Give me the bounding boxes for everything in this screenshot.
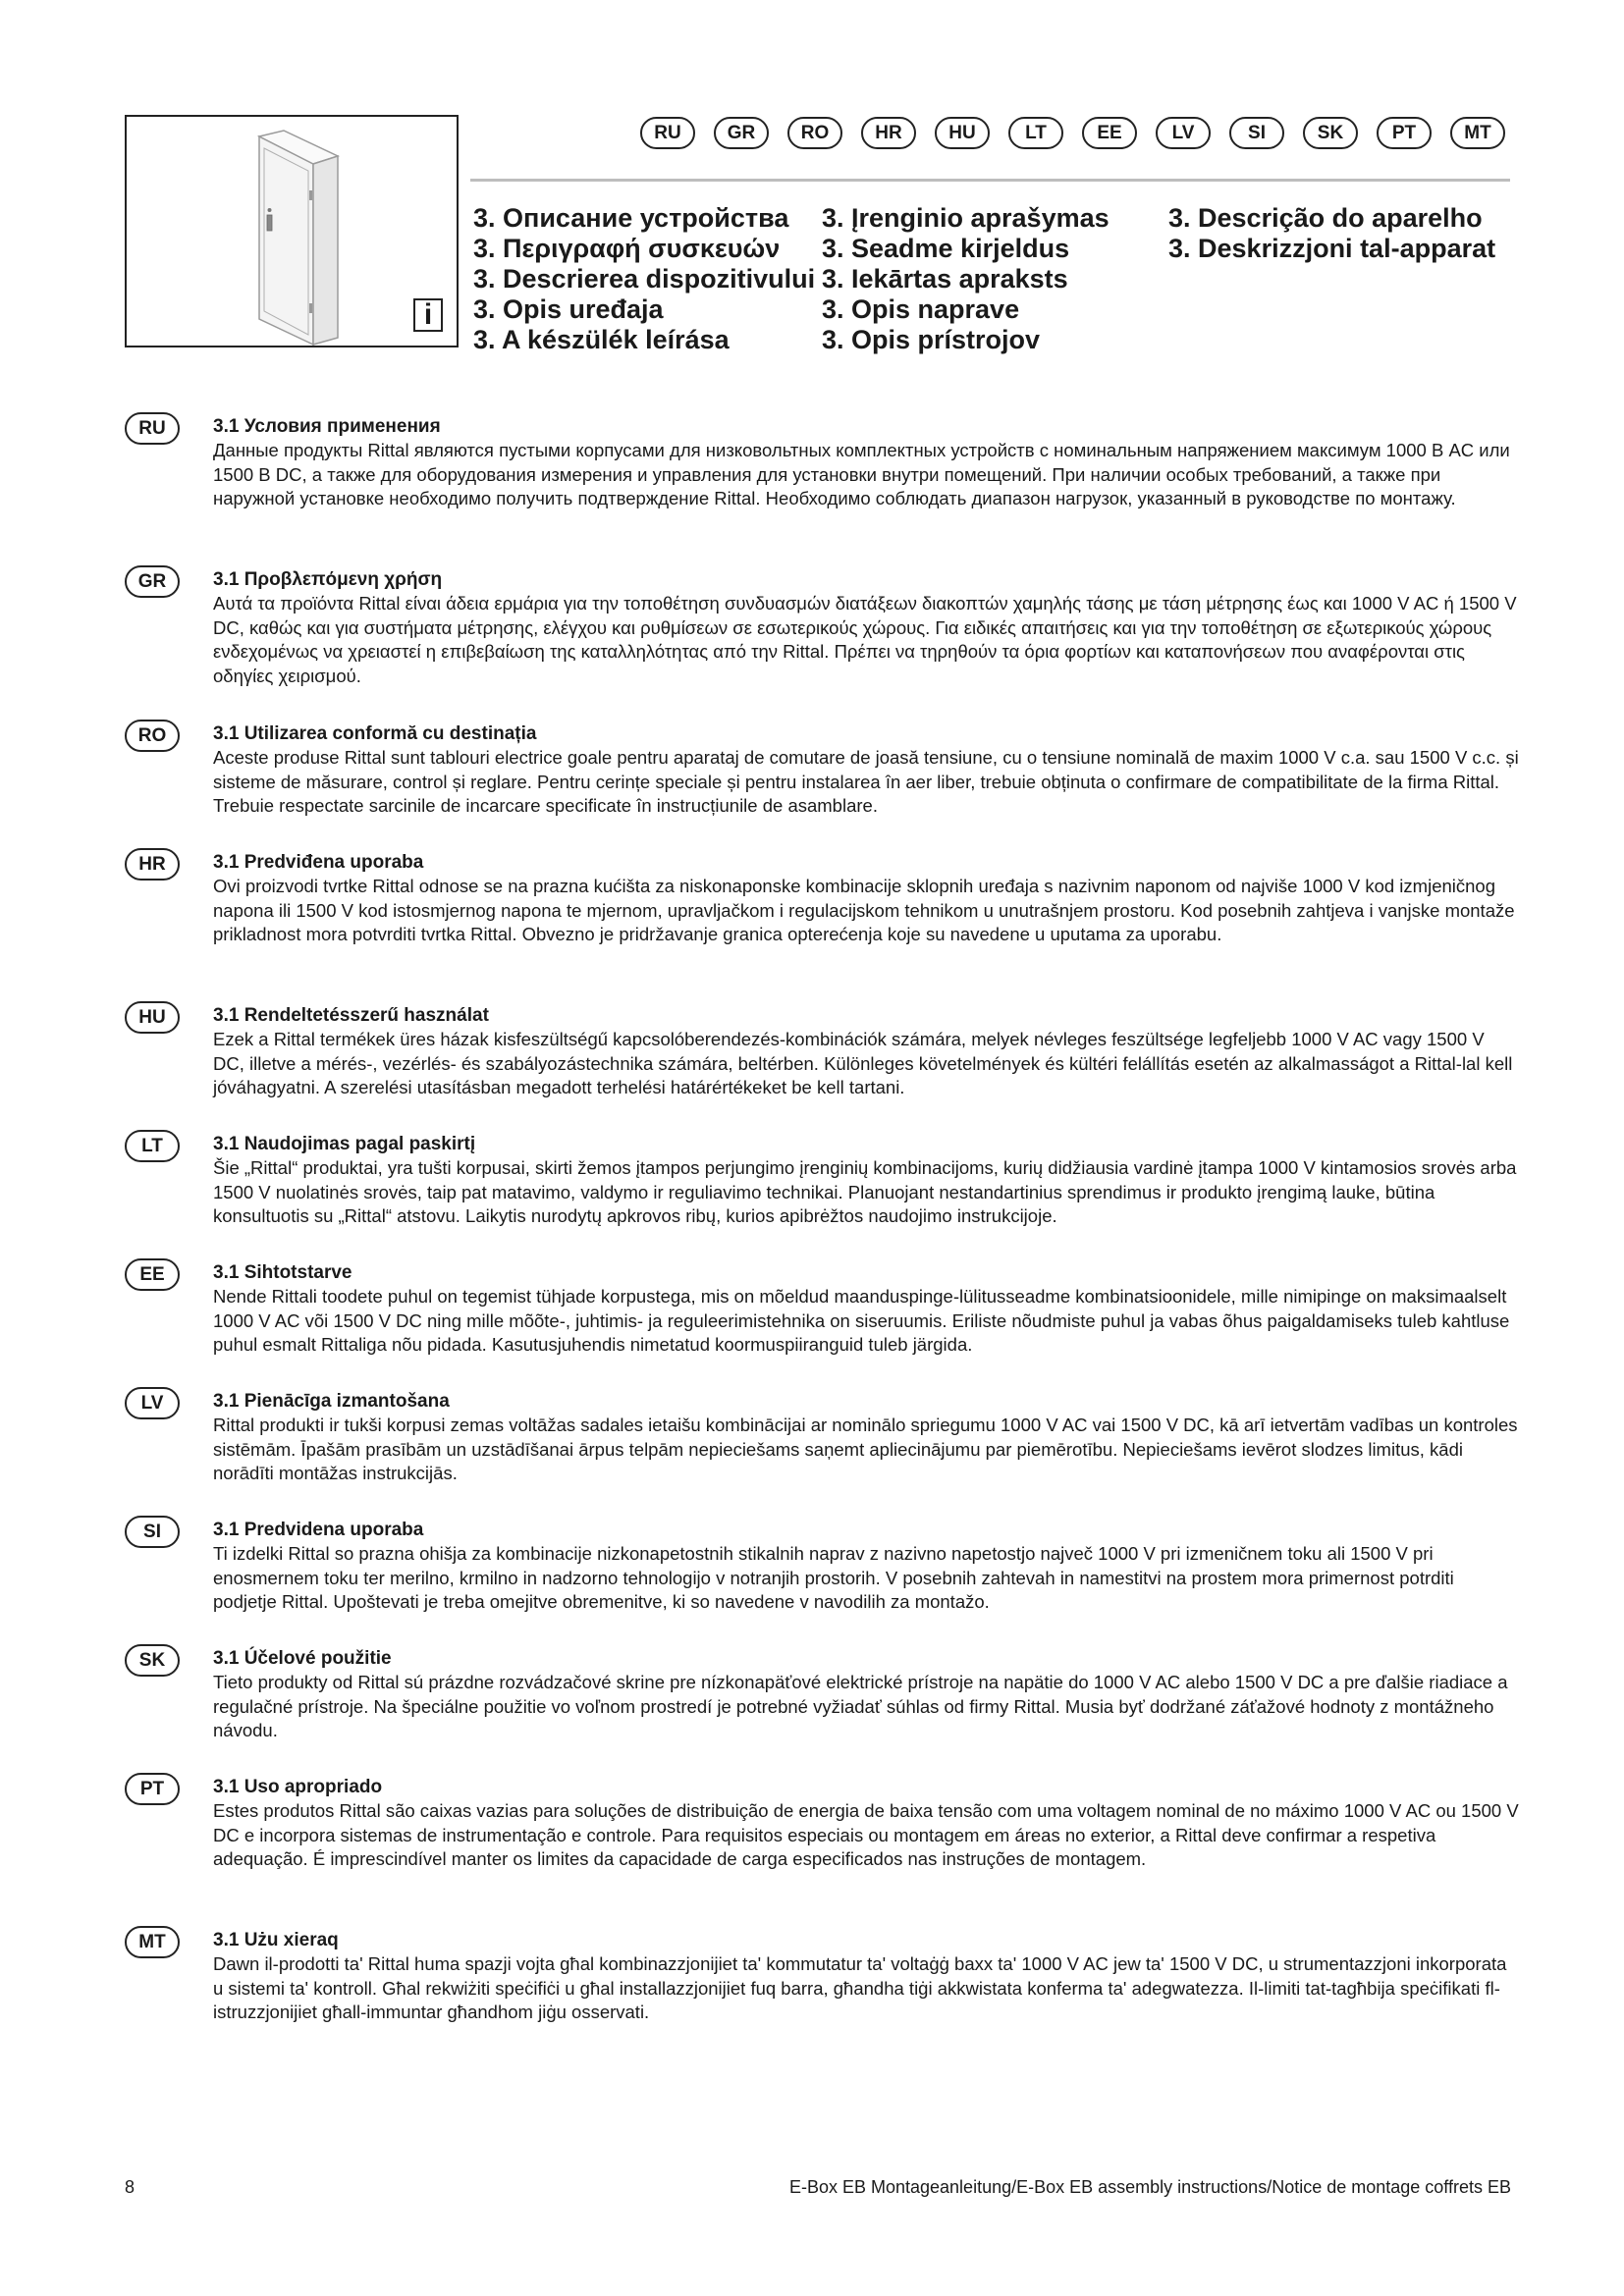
section-title: 3.1 Użu xieraq <box>213 1930 339 1950</box>
section-title: 3.1 Προβλεπόμενη χρήση <box>213 569 443 590</box>
section-body: Ovi proizvodi tvrtke Rittal odnose se na prazna kućišta za niskonaponske kombinacije sklopnih uređaja s nazivnim naponom od najviše 1000 V kod izmjeničnog napona ili 1500 V kod istosmjernog napona te mjernom, upravljačkom i regulacijskom tehnikom u unutrašnjem prostoru. Kod posebnih zahtjeva i vanjske montaže prikladnost mora potvrditi tvrtka Rittal. Obvezno je pridržavanje granica opterećenja koje su navedene u uputama za uporabu. <box>213 876 1515 944</box>
section-title: 3.1 Predvidena uporaba <box>213 1520 424 1540</box>
section-lt <box>213 1133 1519 1229</box>
section-body: Šie „Rittal“ produktai, yra tušti korpusai, skirti žemos įtampos perjungimo įrenginių kombinacijoms, kurių didžiausia vardinė įtampa 1000 V kintamosios srovės arba 1500 V nuolatinės srovės, taip pat matavimo, valdymo ir reguliavimo technikai. Planuojant nestandartinius sprendimus ir produkto įrengimą lauke, būtina konsultuotis su „Rittal“ atstovu. Laikytis nurodytų apkrovos ribų, kurios apibrėžtos naudojimo instrukcijoje. <box>213 1157 1517 1226</box>
product-image <box>125 115 459 347</box>
section-ru <box>213 415 1519 511</box>
section-pt <box>213 1776 1519 1872</box>
title-si: 3. Opis naprave <box>822 294 1020 324</box>
title-ee: 3. Seadme kirjeldus <box>822 234 1070 263</box>
section-badge-pt: PT <box>125 1773 180 1805</box>
badge-hr: HR <box>861 117 916 149</box>
badge-ru: RU <box>640 117 695 149</box>
section-body: Aceste produse Rittal sunt tablouri electrice goale pentru aparataj de comutare de joasă tensiune, cu o tensiune nominală de maxim 1000 V c.a. sau 1500 V c.c. și sisteme de măsurare, control și reglare. Pentru cerințe speciale și pentru instalarea în aer liber, trebuie obținuta o confirmare de compatibilitate de la firma Rittal. Trebuie respectate sarcinile de incarcare specificate în instrucțiunile de asamblare. <box>213 747 1519 816</box>
section-title: 3.1 Pienācīga izmantošana <box>213 1391 450 1412</box>
title-column-2 <box>822 203 1110 355</box>
section-title: 3.1 Sihtotstarve <box>213 1262 352 1283</box>
section-body: Nende Rittali toodete puhul on tegemist tühjade korpustega, mis on mõeldud maanduspinge-lülitusseadme kombinatsioonidele, mille nimipinge on maksimaalselt 1000 V AC või 1500 V DC ning mille mõõte-, juhtimis- ja reguleerimistehnika on siseruumis. Eriliste nõudmiste puhul ja vabas õhus paigaldamiseks tuleb kahtluse puhul esmalt Rittaliga nõu pidada. Kasutusjuhendis nimetatud koormuspiiranguid tuleb järgida. <box>213 1286 1510 1355</box>
title-hu: 3. A készülék leírása <box>473 325 730 354</box>
info-icon: i <box>413 298 443 332</box>
section-badge-mt: MT <box>125 1926 180 1958</box>
section-title: 3.1 Utilizarea conformă cu destinația <box>213 723 537 744</box>
enclosure-illustration <box>127 117 460 349</box>
title-pt: 3. Descrição do aparelho <box>1168 203 1483 233</box>
badge-si: SI <box>1229 117 1284 149</box>
badge-ee: EE <box>1082 117 1137 149</box>
section-body: Ti izdelki Rittal so prazna ohišja za kombinacije nizkonapetostnih stikalnih naprav z nazivno napetostjo največ 1000 V pri izmeničnem toku ali 1500 V pri enosmernem toku ter merilno, krmilno in nadzorno tehnologijo v notranjih prostorih. V posebnih zahtevah in namestitvi na prostem mora primernost potrditi podjetje Rittal. Upoštevati je treba omejitve obremenitve, ki so navedene v navodilih za montažo. <box>213 1543 1454 1612</box>
section-gr <box>213 568 1519 688</box>
section-body: Dawn il-prodotti ta' Rittal huma spazji vojta għal kombinazzjonijiet ta' kommutatur ta' voltaġġ baxx ta' 1000 V AC jew ta' 1500 V DC, u strumentazzjoni inkorporata u sistemi ta' kontroll. Għal rekwiżiti speċifiċi u għal installazzjonijiet fuq barra, għandha tiġi akkwistata konferma ta' adegwatezza. Il-limiti tat-tagħbija speċifikati fl-istruzzjonijiet għall-immuntar għandhom jiġu osservati. <box>213 1953 1507 2022</box>
badge-ro: RO <box>787 117 842 149</box>
title-ro: 3. Descrierea dispozitivului <box>473 264 816 294</box>
title-column-3 <box>1168 203 1495 264</box>
section-sk <box>213 1647 1519 1743</box>
section-body: Αυτά τα προϊόντα Rittal είναι άδεια ερμάρια για την τοποθέτηση συνδυασμών διατάξεων διακοπτών χαμηλής τάσης με τάση μέτρησης έως και 1000 V AC ή 1500 V DC, καθώς και για συστήματα μέτρησης, ελέγχου και ρυθμίσεων σε εσωτερικούς χώρους. Για ειδικές απαιτήσεις και για την τοποθέτηση σε εξωτερικούς χώρους ενδεχομένως να χρειαστεί η επιβεβαίωση της καταλληλότητας από την Rittal. Πρέπει να τηρηθούν τα όρια φορτίων και καταπονήσεων που αναφέρονται στις οδηγίες χειρισμού. <box>213 593 1517 686</box>
badge-sk: SK <box>1303 117 1358 149</box>
section-body: Estes produtos Rittal são caixas vazias para soluções de distribuição de energia de baixa tensão com uma voltagem nominal de no máximo 1000 V AC ou 1500 V DC e incorpora sistemas de instrumentação e controle. Para requisitos especiais ou montagem em áreas no exterior, a Rittal deve confirmar a respetiva adequação. É imprescindível manter os limites da capacidade de carga especificados nas instruções de montagem. <box>213 1800 1519 1869</box>
section-badge-si: SI <box>125 1516 180 1548</box>
section-badge-hr: HR <box>125 848 180 881</box>
section-mt <box>213 1929 1519 2025</box>
section-body: Данные продукты Rittal являются пустыми корпусами для низковольтных комплектных устройств с номинальным напряжением максимум 1000 В AC или 1500 В DC, а также для оборудования измерения и управления для установки внутри помещений. При наличии особых требований, а также при наружной установке необходимо получить подтверждение Rittal. Необходимо соблюдать диапазон нагрузок, указанный в руководстве по монтажу. <box>213 440 1510 508</box>
section-badge-ru: RU <box>125 412 180 445</box>
section-body: Ezek a Rittal termékek üres házak kisfeszültségű kapcsolóberendezés-kombinációk számára, melyek névleges feszültsége legfeljebb 1000 V AC vagy 1500 V DC, illetve a mérés-, vezérlés- és szabályozástechnika számára, beltérben. Különleges követelmények és kültéri felállítás esetén az alkalmasságot a Rittal-lal kell jóváhagyatni. A szerelési utasításban megadott terhelési határértékeket be kell tartani. <box>213 1029 1513 1097</box>
title-mt: 3. Deskrizzjoni tal-apparat <box>1168 234 1496 263</box>
section-title: 3.1 Predviđena uporaba <box>213 852 424 873</box>
title-ru: 3. Описание устройства <box>473 203 789 233</box>
section-badge-lv: LV <box>125 1387 180 1419</box>
section-badge-lt: LT <box>125 1130 180 1162</box>
section-ro <box>213 722 1519 819</box>
page-number: 8 <box>125 2177 135 2197</box>
section-lv <box>213 1390 1519 1486</box>
section-hu <box>213 1004 1519 1100</box>
badge-lv: LV <box>1156 117 1211 149</box>
section-badge-sk: SK <box>125 1644 180 1677</box>
section-body: Tieto produkty od Rittal sú prázdne rozvádzačové skrine pre nízkonapäťové elektrické prístroje na napätie do 1000 V AC alebo 1500 V DC a pre ďalšie riadiace a regulačné prístroje. Na špeciálne použitie vo voľnom prostredí je potrebné vyžiadať súhlas od firmy Rittal. Musia byť dodržané záťažové hodnoty z montážneho návodu. <box>213 1672 1508 1740</box>
section-si <box>213 1519 1519 1615</box>
badge-mt: MT <box>1450 117 1505 149</box>
footer-doc-title: E-Box EB Montageanleitung/E-Box EB assembly instructions/Notice de montage coffrets EB <box>788 2177 1511 2197</box>
section-ee <box>213 1261 1519 1358</box>
section-badge-ro: RO <box>125 720 180 752</box>
title-column-1 <box>473 203 815 355</box>
badge-lt: LT <box>1008 117 1063 149</box>
title-lv: 3. Iekārtas apraksts <box>822 264 1068 294</box>
title-gr: 3. Περιγραφή συσκευών <box>473 234 781 263</box>
title-lt: 3. Įrenginio aprašymas <box>822 203 1110 233</box>
section-title: 3.1 Naudojimas pagal paskirtį <box>213 1134 476 1154</box>
section-title: 3.1 Účelové použitie <box>213 1648 392 1669</box>
badge-gr: GR <box>714 117 769 149</box>
section-title: 3.1 Uso apropriado <box>213 1777 383 1797</box>
section-title: 3.1 Условия применения <box>213 416 441 437</box>
section-body: Rittal produkti ir tukši korpusi zemas voltāžas sadales ietaišu kombinācijai ar nominālo spriegumu 1000 V AC vai 1500 V DC, kā arī ietvertām vadības un kontroles sistēmām. Īpašām prasībām un uzstādīšanai ārpus telpām nepieciešams saņemt apliecinājumu par piemērotību. Nepieciešams ievērot slodzes limitus, kādi norādīti montāžas instrukcijās. <box>213 1415 1518 1483</box>
section-title: 3.1 Rendeltetésszerű használat <box>213 1005 489 1026</box>
header-rule <box>470 179 1510 182</box>
section-badge-gr: GR <box>125 565 180 598</box>
title-hr: 3. Opis uređaja <box>473 294 664 324</box>
section-badge-ee: EE <box>125 1258 180 1291</box>
section-hr <box>213 851 1519 947</box>
badge-hu: HU <box>935 117 990 149</box>
title-sk: 3. Opis prístrojov <box>822 325 1041 354</box>
section-badge-hu: HU <box>125 1001 180 1034</box>
badge-pt: PT <box>1377 117 1432 149</box>
